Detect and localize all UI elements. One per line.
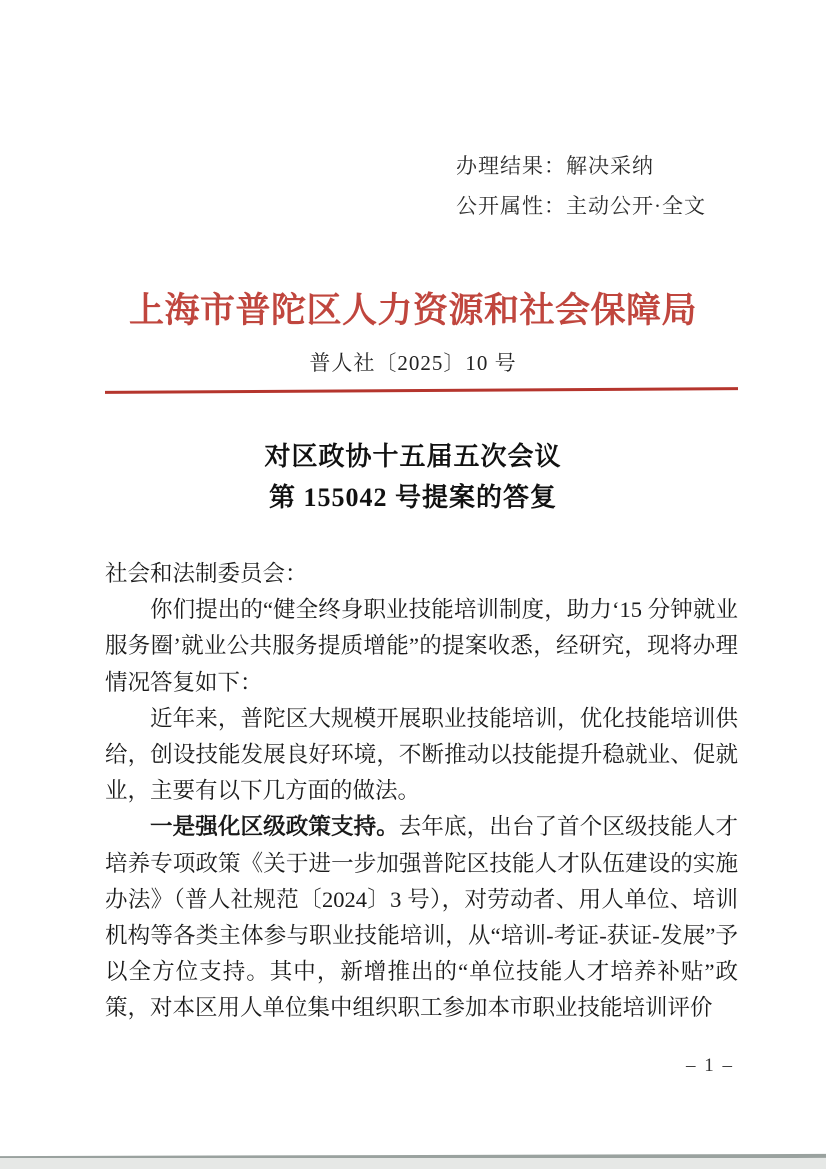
paragraph-2 [105,701,738,810]
handling-result-value: 解决采纳 [566,154,654,178]
paragraph-3-lead-bold: 一是强化区级政策支持。 [150,814,399,840]
page-number: – 1 – [686,1055,734,1076]
document-body [105,556,738,1027]
red-divider-rule [105,387,738,394]
paragraph-3-text: 去年底，出台了首个区级技能人才培养专项政策《关于进一步加强普陀区技能人才队伍建设的实施办法》（普人社规范〔2024〕3 号），对劳动者、用人单位、培训机构等各类主体参与职业技能培训，从“培训-考证-获证-发展”予以全方位支持。其中，新增推出的“单位技能人才培养补贴”政策，对本区用人单位集中组织职工参加本市职业技能培训评价 [105,814,738,1021]
paragraph-1-text: 你们提出的“健全终身职业技能培训制度，助力‘15 分钟就业服务圈’就业公共服务提质增能”的提案收悉，经研究，现将办理情况答复如下： [105,597,738,695]
header-meta [456,146,706,226]
document-title [0,436,826,518]
document-title-line2: 第 155042 号提案的答复 [268,483,557,512]
agency-masthead-title: 上海市普陀区人力资源和社会保障局 [128,291,697,330]
document-reference-number: 普人社〔2025〕10 号 [309,351,517,375]
publicity-label: 公开属性： [456,194,566,218]
publicity-line [456,186,706,226]
paragraph-2-text: 近年来，普陀区大规模开展职业技能培训，优化技能培训供给，创设技能发展良好环境，不断推动以技能提升稳就业、促就业，主要有以下几方面的做法。 [105,705,738,804]
handling-result-label: 办理结果： [456,154,566,178]
document-title-line1: 对区政协十五届五次会议 [264,442,562,471]
scan-edge-band [0,1158,826,1169]
handling-result-line [456,146,706,186]
paragraph-1 [105,592,738,701]
salutation: 社会和法制委员会： [105,561,308,586]
publicity-value: 主动公开·全文 [566,194,706,218]
paragraph-3 [105,809,738,1026]
